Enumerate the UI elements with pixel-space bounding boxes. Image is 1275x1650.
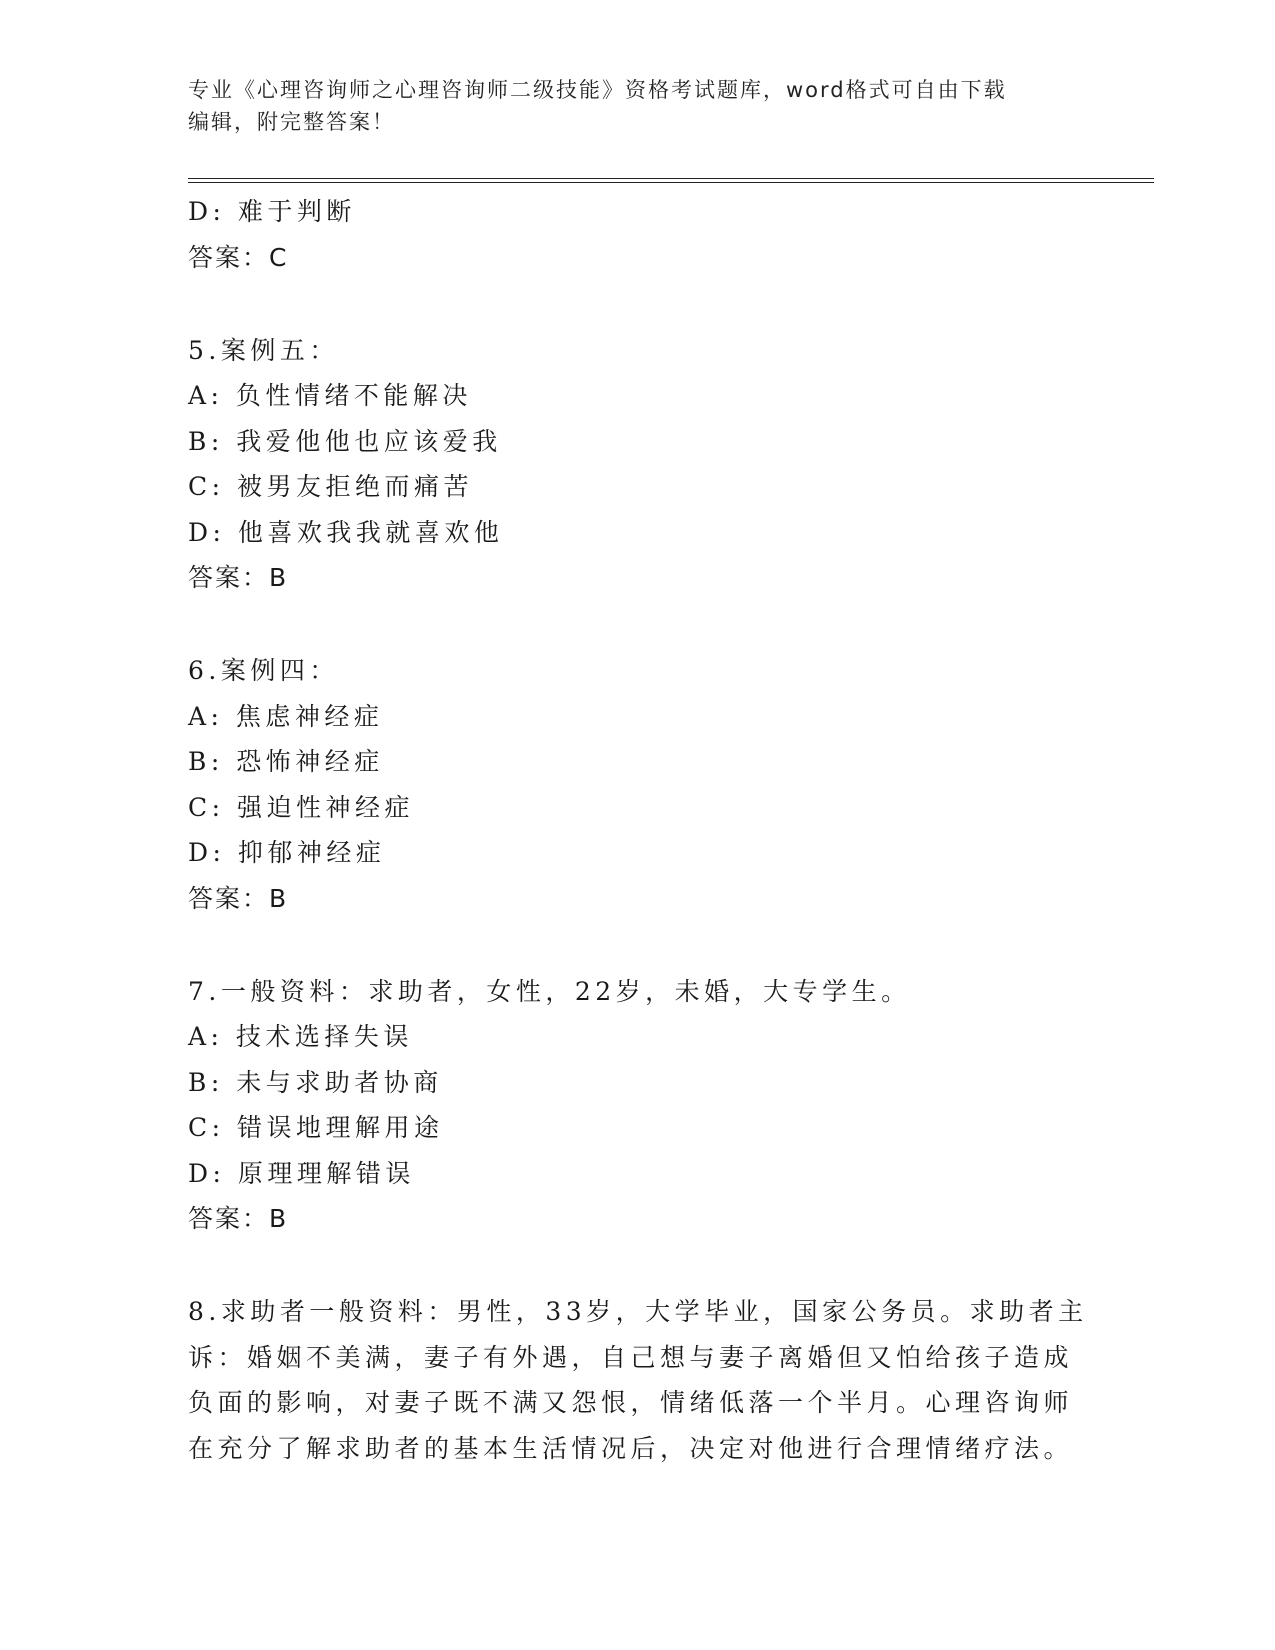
q6-option-a: A: 焦虑神经症: [188, 701, 384, 731]
q5-option-b: B: 我爱他他也应该爱我: [188, 426, 502, 456]
q4-option-d: D: 难于判断: [188, 197, 356, 226]
header-line-2: 编辑，附完整答案！: [188, 110, 395, 134]
q5-question: 5.案例五：: [188, 335, 339, 365]
q7-option-d: D: 原理理解错误: [188, 1158, 415, 1188]
q6-option-c: C: 强迫性神经症: [188, 792, 414, 822]
q5-answer: 答案：B: [188, 563, 289, 592]
spacer: [188, 280, 1088, 328]
q5-option-c: C: 被男友拒绝而痛苦: [188, 472, 473, 501]
spacer: [188, 1242, 1088, 1290]
header-line-1: 专业《心理咨询师之心理咨询师二级技能》资格考试题库，word格式可自由下载: [188, 78, 1007, 102]
q7-answer: 答案：B: [188, 1204, 289, 1233]
spacer: [188, 601, 1088, 649]
q7-question: 7.一般资料：求助者，女性，22岁，未婚，大专学生。: [188, 976, 911, 1006]
header-rule-top: [188, 178, 1154, 179]
q7-option-a: A: 技术选择失误: [188, 1022, 413, 1051]
q8-line: 8.求助者一般资料：男性，33岁，大学毕业，国家公务员。求助者主: [188, 1297, 1088, 1326]
q6-answer: 答案：B: [188, 883, 289, 913]
q5-option-a: A: 负性情绪不能解决: [188, 381, 472, 410]
q8-question: [188, 1289, 1088, 1471]
q6-question: 6.案例四：: [188, 656, 339, 685]
question-list: [188, 189, 1088, 1471]
q7-option-c: C: 错误地理解用途: [188, 1113, 444, 1142]
q6-option-b: B: 恐怖神经症: [188, 747, 384, 776]
spacer: [188, 921, 1088, 969]
q4-answer: 答案：C: [188, 242, 289, 272]
page-header: [188, 74, 1088, 138]
q8-line: 诉：婚姻不美满，妻子有外遇，自己想与妻子离婚但又怕给孩子造成: [188, 1342, 1074, 1372]
q6-option-d: D: 抑郁神经症: [188, 838, 386, 867]
q5-option-d: D: 他喜欢我我就喜欢他: [188, 517, 504, 547]
q8-line: 在充分了解求助者的基本生活情况后，决定对他进行合理情绪疗法。: [188, 1433, 1074, 1463]
header-rule-bottom: [188, 182, 1154, 183]
q7-option-b: B: 未与求助者协商: [188, 1067, 443, 1097]
q8-line: 负面的影响，对妻子既不满又怨恨，情绪低落一个半月。心理咨询师: [188, 1388, 1074, 1417]
